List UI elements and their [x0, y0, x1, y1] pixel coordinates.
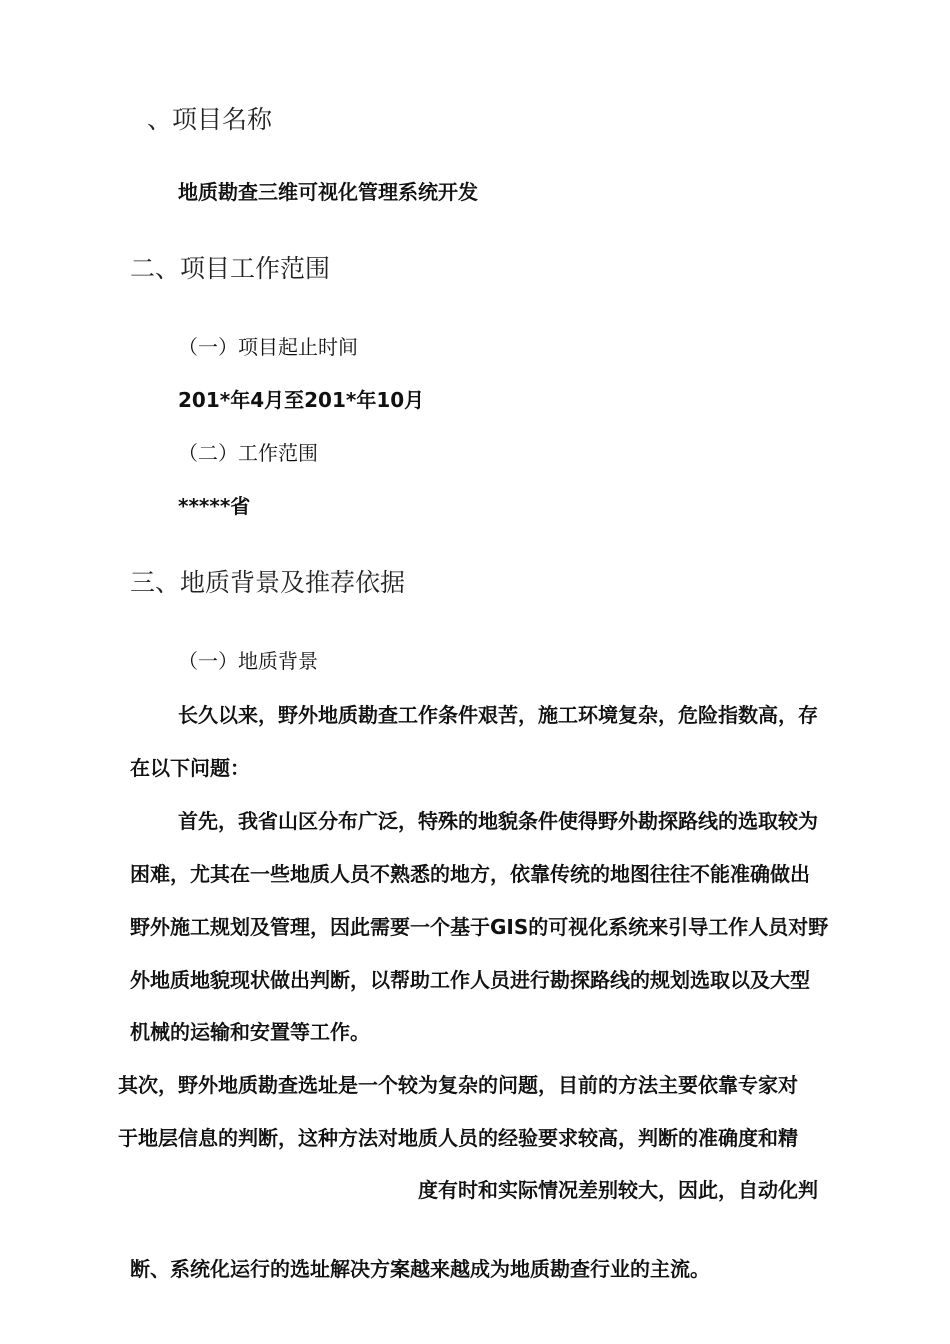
paragraph-line: 机械的运输和安置等工作。 [130, 1020, 370, 1044]
subsection-time-heading: （一）项目起止时间 [178, 335, 358, 359]
project-scope: *****省 [178, 494, 251, 518]
paragraph-line: 外地质地貌现状做出判断，以帮助工作人员进行勘探路线的规划选取以及大型 [130, 968, 810, 992]
paragraph-line: 在以下问题： [130, 756, 250, 780]
paragraph-line: 度有时和实际情况差别较大，因此，自动化判 [418, 1178, 818, 1202]
project-period: 201*年4月至201*年10月 [178, 388, 425, 412]
paragraph-line: 首先，我省山区分布广泛，特殊的地貌条件使得野外勘探路线的选取较为 [178, 809, 818, 833]
subsection-scope-heading: （二）工作范围 [178, 441, 318, 465]
paragraph-line: 其次，野外地质勘查选址是一个较为复杂的问题，目前的方法主要依靠专家对 [118, 1073, 798, 1097]
subsection-geology-heading: （一）地质背景 [178, 649, 318, 673]
paragraph-line: 于地层信息的判断，这种方法对地质人员的经验要求较高，判断的准确度和精 [118, 1126, 798, 1150]
paragraph-line: 野外施工规划及管理，因此需要一个基于GIS的可视化系统来引导工作人员对野 [130, 915, 829, 939]
paragraph-line: 长久以来，野外地质勘查工作条件艰苦，施工环境复杂，危险指数高，存 [178, 703, 818, 727]
section-1-heading: 、项目名称 [147, 105, 273, 134]
project-name: 地质勘查三维可视化管理系统开发 [178, 180, 478, 204]
paragraph-line: 断、系统化运行的选址解决方案越来越成为地质勘查行业的主流。 [130, 1257, 710, 1281]
section-3-heading: 三、地质背景及推荐依据 [130, 568, 406, 597]
paragraph-line: 困难，尤其在一些地质人员不熟悉的地方，依靠传统的地图往往不能准确做出 [130, 862, 810, 886]
section-2-heading: 二、项目工作范围 [130, 254, 331, 283]
